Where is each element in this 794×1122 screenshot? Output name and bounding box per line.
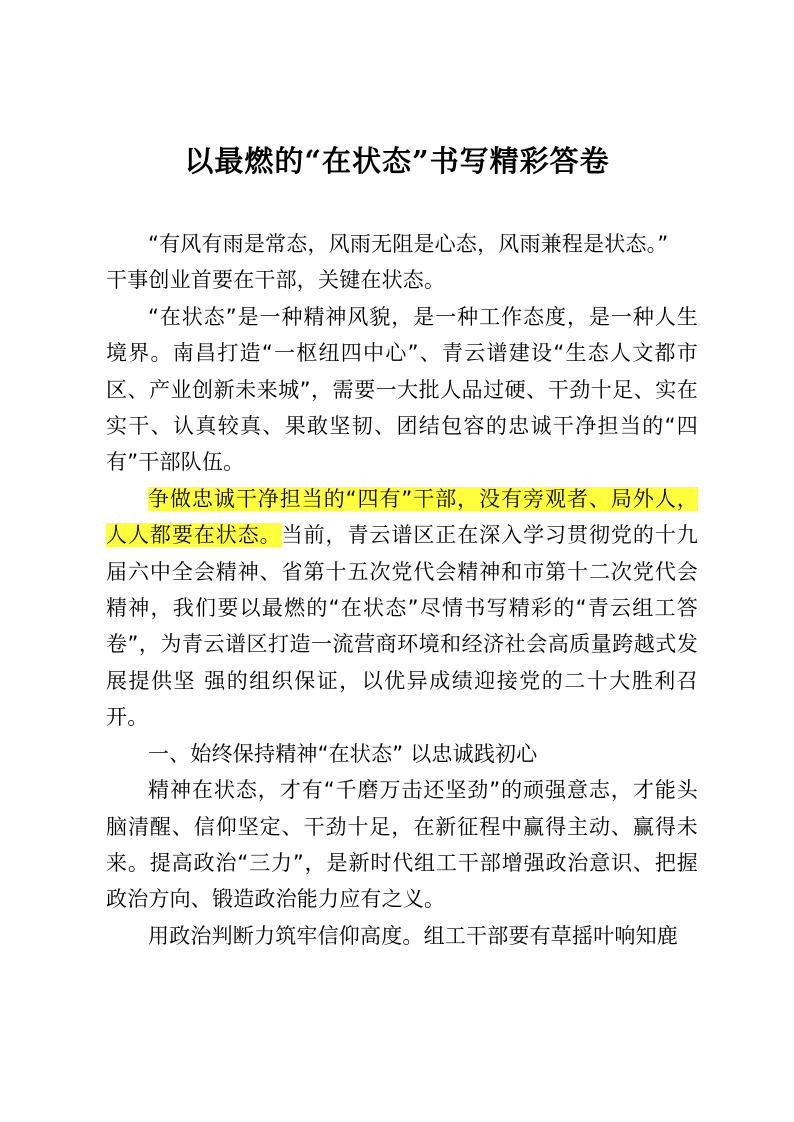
highlighted-sentence: 争做忠诚干净担当的“四有”干部，没有旁观者、局外人，人人都要在状态。 — [106, 486, 698, 548]
document-body — [106, 226, 698, 954]
paragraph-state-meaning: “在状态”是一种精神风貌，是一种工作态度，是一种人生境界。南昌打造“一枢纽四中心”、青云谱建设“生态人文都市区、产业创新未来城”，需要一大批人品过硬、干劲十足、实在实干、认真较真、果敢坚韧、团结包容的忠诚干净担当的“四有”干部队伍。 — [106, 304, 698, 475]
paragraph-four-haves — [106, 481, 698, 736]
section-heading-1: 一、始终保持精神“在状态” 以忠诚践初心 — [148, 741, 538, 766]
paragraph-four-haves-rest: 当前，青云谱区正在深入学习贯彻党的十九届六中全会精神、省第十五次党代会精神和市第十二次党代会精神，我们要以最燃的“在状态”尽情书写精彩的“青云组工答卷”，为青云谱区打造一流营商环境和经济社会高质量跨越式发展提供坚 强的组织保证，以优异成绩迎接党的二十大胜利召开。 — [106, 523, 698, 730]
paragraph-political-judgement: 用政治判断力筑牢信仰高度。组工干部要有草摇叶响知鹿 — [148, 923, 678, 948]
document-title: 以最燃的“在状态”书写精彩答卷 — [184, 144, 610, 178]
paragraph-quote: “有风有雨是常态，风雨无阻是心态，风雨兼程是状态。” — [148, 232, 669, 256]
paragraph-spirit: 精神在状态，才有“千磨万击还坚劲”的顽强意志，才能头脑清醒、信仰坚定、干劲十足，在新征程中赢得主动、赢得未来。提高政治“三力”，是新时代组工干部增强政治意识、把握政治方向、锻造政治能力应有之义。 — [106, 778, 698, 912]
paragraph-key-state: 干事创业首要在干部，关键在状态。 — [106, 268, 446, 293]
